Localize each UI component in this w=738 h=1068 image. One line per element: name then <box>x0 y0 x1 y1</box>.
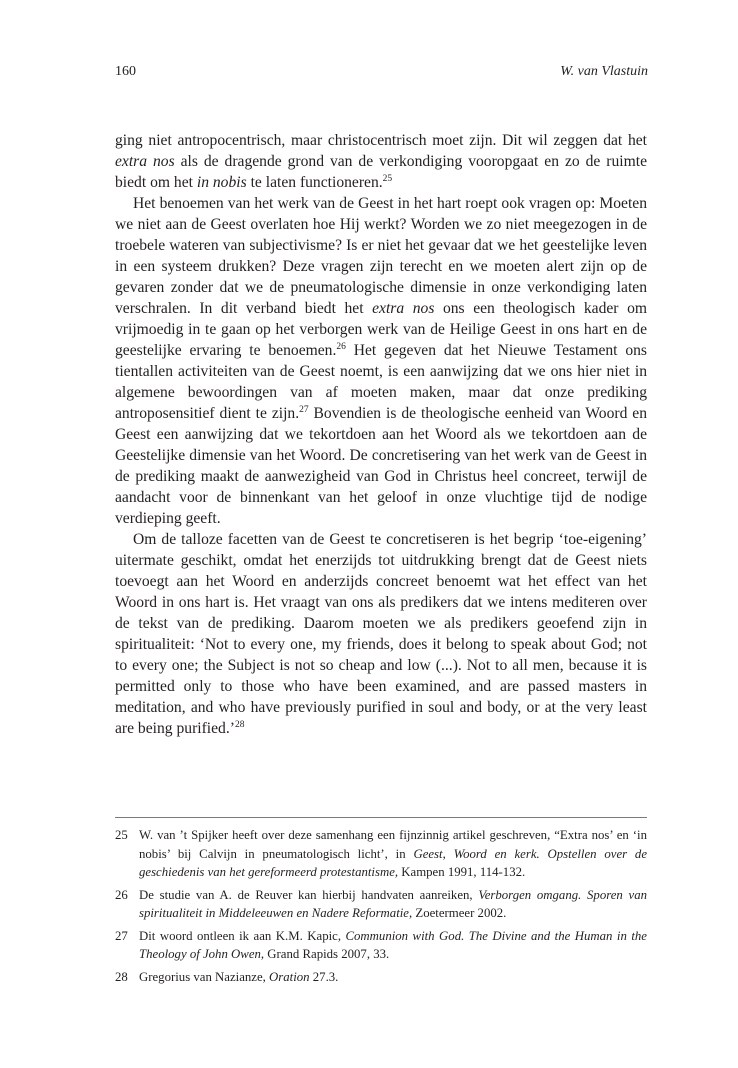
footnote-reference: 27 <box>299 404 309 415</box>
running-head: W. van Vlastuin <box>560 64 648 79</box>
text-run: Om de talloze facetten van de Geest te concretiseren is het begrip ‘toe-eigening’ uitermate geschikt, omdat het enerzijds tot uitdrukking brengt dat de Geest niets toevoegt aan het Woord en anderzijds concreet benoemt wat het effect van het Woord in ons hart is. Het vraagt van ons als predikers dat we intens mediteren over de tekst van de prediking. Daarom moeten we als predikers geoefend zijn in spiritualiteit: ‘Not to every one, my friends, does it belong to speak about God; not to every one; the Subject is not so cheap and low (...). Not to all men, because it is permitted only to those who have been examined, and are passed masters in meditation, and who have previously purified in soul and body, or at the very least are being purified.’ <box>115 531 647 737</box>
text-run: als de dragende grond van de verkondiging vooropgaat en zo de ruimte biedt om het <box>115 153 647 191</box>
footnote-number: 25 <box>115 828 128 842</box>
text-run: Bovendien is de theologische eenheid van Woord en Geest een aanwijzing dat we tekortdoen aan het Woord als we tekortdoen aan de Geestelijke dimensie van het Woord. De concretisering van het werk van de Geest in de prediking maakt de aanwezigheid van God in Christus heel concreet, terwijl de aandacht voor de binnenkant van het geloof in onze vluchtige tijd de nodige verdieping geeft. <box>115 405 648 527</box>
text-run: Dit woord ontleen ik aan K.M. Kapic, <box>139 928 346 943</box>
italic-text: in nobis <box>196 174 247 191</box>
footnotes <box>115 826 647 990</box>
text-run: De studie van A. de Reuver kan hierbij handvaten aanreiken, <box>139 887 479 902</box>
paragraph-3 <box>115 529 647 739</box>
paragraph-1 <box>115 130 647 193</box>
text-run: Gregorius van Nazianze, <box>139 969 270 984</box>
footnote <box>115 968 647 987</box>
footnote-reference: 26 <box>336 341 346 352</box>
italic-text: Verborgen omgang. Sporen van spiritualiteit in Middeleeuwen en Nadere Reformatie, <box>139 887 648 920</box>
footnote-reference: 28 <box>234 719 245 730</box>
footnote-text <box>139 970 338 984</box>
text-run: Het benoemen van het werk van de Geest in het hart roept ook vragen op: Moeten we niet aan de Geest overlaten hoe Hij werkt? Worden we zo niet meegezogen in de troebele wateren van subjectivisme? Is er niet het gevaar dat we het geestelijke leven in een systeem drukken? Deze vragen zijn terecht en we moeten alert zijn op de gevaren zonder dat we de pneumatologische dimensie in onze verkondiging laten verschralen. In dit verband biedt het <box>115 195 647 317</box>
body-text <box>115 130 647 739</box>
footnote <box>115 886 647 923</box>
footnote-number: 27 <box>115 928 128 943</box>
italic-text: Geest, Woord en kerk. Opstellen over de geschiedenis van het gereformeerd protestantisme, <box>139 846 647 879</box>
footnote <box>115 927 647 964</box>
footnote-text <box>139 888 647 921</box>
paragraph-2 <box>115 193 647 529</box>
text-run: 27.3. <box>309 969 339 984</box>
footnote <box>115 826 647 882</box>
page-number: 160 <box>115 64 136 79</box>
italic-text: Communion with God. The Divine and the Human in the Theology of John Owen, <box>139 928 647 961</box>
text-run: Zoetermeer 2002. <box>412 906 507 920</box>
text-run: ons een theologisch kader om vrijmoedig in te gaan op het verborgen werk van de Heilige Geest in ons hart en de geestelijke ervaring te benoemen. <box>115 300 647 359</box>
text-run: Grand Rapids 2007, 33. <box>264 947 390 961</box>
text-run: W. van ’t Spijker heeft over deze samenhang een fijnzinnig artikel geschreven, “Extra nos’ en ‘in nobis’ bij Calvijn in pneumatologisch licht’, in <box>139 828 647 861</box>
italic-text: extra nos <box>115 153 175 170</box>
footnote-reference: 25 <box>382 173 393 184</box>
footnote-text <box>139 929 647 962</box>
text-run: Kampen 1991, 114-132. <box>398 865 526 879</box>
footnote-rule <box>115 817 647 818</box>
italic-text: extra nos <box>372 300 435 317</box>
footnote-text <box>139 828 647 879</box>
footnote-number: 28 <box>115 969 128 984</box>
italic-text: Oration <box>269 969 310 984</box>
text-run: Het gegeven dat het Nieuwe Testament ons tientallen activiteiten van de Geest noemt, is een aanwijzing dat we ons hier niet in algemene bewoordingen van af moeten maken, maar dat onze prediking antroposensitief dient te zijn. <box>115 342 647 422</box>
text-run: te laten functioneren. <box>246 174 383 191</box>
text-run: ging niet antropocentrisch, maar christocentrisch moet zijn. Dit wil zeggen dat het <box>115 132 647 149</box>
footnote-number: 26 <box>115 887 128 902</box>
